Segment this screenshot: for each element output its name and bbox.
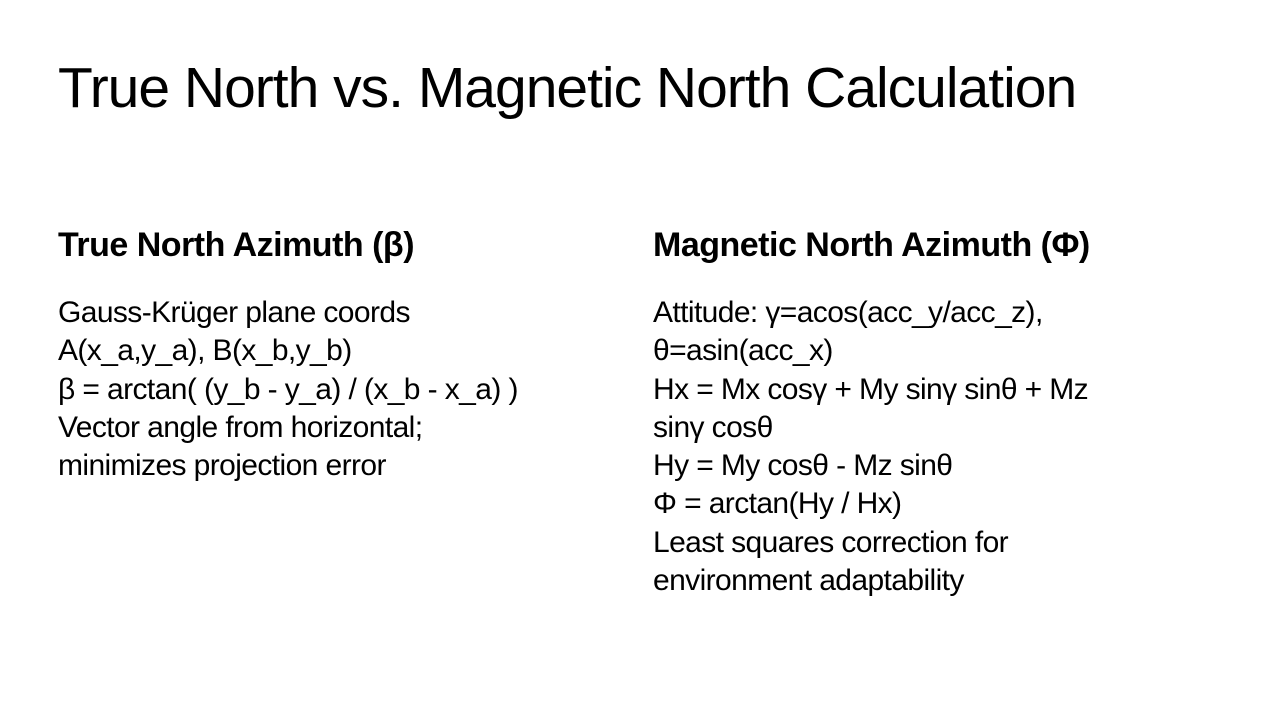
true-north-formula: β = arctan( (y_b - y_a) / (x_b - x_a) ): [58, 372, 518, 406]
magnetic-north-column: [653, 222, 1233, 600]
true-north-line: Vector angle from horizontal;: [58, 410, 423, 444]
magnetic-north-formula: sinγ cosθ: [653, 410, 773, 444]
magnetic-north-line: environment adaptability: [653, 564, 964, 598]
true-north-heading: True North Azimuth (β): [58, 226, 415, 264]
true-north-line: Gauss-Krüger plane coords: [58, 296, 410, 329]
true-north-body: [58, 294, 618, 485]
magnetic-north-line: Least squares correction for: [653, 525, 1009, 559]
magnetic-north-line: θ=asin(acc_x): [653, 334, 833, 368]
magnetic-north-line: Attitude: γ=acos(acc_y/acc_z),: [653, 296, 1043, 329]
true-north-column: [58, 222, 618, 485]
slide-title: True North vs. Magnetic North Calculation: [58, 56, 1077, 120]
true-north-line: A(x_a,y_a), B(x_b,y_b): [58, 334, 352, 368]
magnetic-north-formula: Hx = Mx cosγ + My sinγ sinθ + Mz: [653, 372, 1089, 406]
magnetic-north-formula: Φ = arctan(Hy / Hx): [653, 487, 902, 521]
true-north-line: minimizes projection error: [58, 449, 386, 483]
magnetic-north-body: [653, 294, 1233, 600]
magnetic-north-formula: Hy = My cosθ - Mz sinθ: [653, 449, 953, 483]
magnetic-north-heading: Magnetic North Azimuth (Φ): [653, 226, 1090, 264]
